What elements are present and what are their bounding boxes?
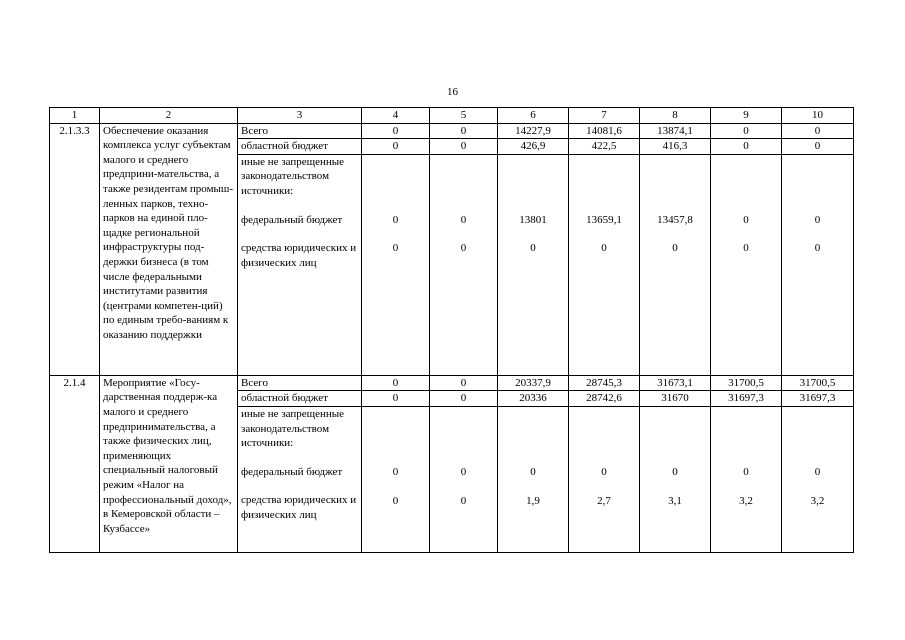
header-cell: 3 <box>238 108 362 124</box>
value-cell: 426,9 <box>498 139 569 155</box>
page-number: 16 <box>447 86 458 98</box>
header-cell: 6 <box>498 108 569 124</box>
value-cell: 0 0 <box>362 154 430 375</box>
federal-label: федеральный бюджет <box>241 465 343 478</box>
value-cell: 14081,6 <box>569 123 640 139</box>
value-cell: 0 <box>782 139 854 155</box>
value-cell: 0 1,9 <box>498 406 569 552</box>
value-cell: 0 3,1 <box>640 406 711 552</box>
value-cell: 28742,6 <box>569 391 640 407</box>
legal-label: средства юридических и физических лиц <box>241 242 357 269</box>
header-cell: 4 <box>362 108 430 124</box>
other-sources-label: иные не запрещенные законодательством источники: <box>241 407 345 450</box>
value-cell: 0 <box>711 139 782 155</box>
budget-table <box>49 107 854 553</box>
value-cell: 31700,5 <box>711 375 782 391</box>
value-cell: 13659,1 0 <box>569 154 640 375</box>
value-cell: 28745,3 <box>569 375 640 391</box>
header-cell: 10 <box>782 108 854 124</box>
value-cell: 0 <box>430 139 498 155</box>
header-cell: 5 <box>430 108 498 124</box>
federal-label: федеральный бюджет <box>241 213 343 226</box>
value-cell: 422,5 <box>569 139 640 155</box>
value-cell: 0 0 <box>782 154 854 375</box>
header-cell: 9 <box>711 108 782 124</box>
legal-label: средства юридических и физических лиц <box>241 494 357 521</box>
value-cell: 31670 <box>640 391 711 407</box>
other-sources-cell <box>238 154 362 375</box>
value-cell: 416,3 <box>640 139 711 155</box>
value-cell: 0 3,2 <box>782 406 854 552</box>
item-code: 2.1.4 <box>50 375 100 552</box>
value-cell: 20336 <box>498 391 569 407</box>
value-cell: 31697,3 <box>711 391 782 407</box>
value-cell: 31697,3 <box>782 391 854 407</box>
value-cell: 0 <box>362 139 430 155</box>
source-label: областной бюджет <box>238 139 362 155</box>
item-name: Мероприятие «Госу-дарственная поддерж-ка малого и среднего предпринимательства, а также физических лиц, применяющих специальный налоговый режим «Налог на профессиональный доход», в Кемеровской области – Кузбассе» <box>100 375 238 552</box>
section-2-1-3-3 <box>50 123 854 375</box>
header-cell: 8 <box>640 108 711 124</box>
header-cell: 7 <box>569 108 640 124</box>
value-cell: 0 <box>430 391 498 407</box>
item-name: Обеспечение оказания комплекса услуг субъектам малого и среднего предприни-мательства, а также резидентам промыш-ленных парков, техно-парков на единой пло-щадке региональной инфраструктуры под-держки бизнеса (в том числе федеральными институтами развития (центрами компетен-ций) по единым требо-ваниям к оказанию поддержки <box>100 123 238 375</box>
source-label: областной бюджет <box>238 391 362 407</box>
value-cell: 0 <box>430 123 498 139</box>
other-sources-label: иные не запрещенные законодательством источники: <box>241 155 345 197</box>
source-label: Всего <box>238 123 362 139</box>
value-cell: 0 <box>362 123 430 139</box>
header-cell: 1 <box>50 108 100 124</box>
value-cell: 0 0 <box>711 154 782 375</box>
section-2-1-4 <box>50 375 854 552</box>
value-cell: 0 <box>362 391 430 407</box>
value-cell: 14227,9 <box>498 123 569 139</box>
value-cell: 0 <box>782 123 854 139</box>
row-total <box>50 375 854 391</box>
value-cell: 0 <box>362 375 430 391</box>
value-cell: 31700,5 <box>782 375 854 391</box>
value-cell: 0 0 <box>430 154 498 375</box>
source-label: Всего <box>238 375 362 391</box>
value-cell: 0 3,2 <box>711 406 782 552</box>
value-cell: 0 0 <box>362 406 430 552</box>
row-total <box>50 123 854 139</box>
header-row <box>50 108 854 124</box>
header-cell: 2 <box>100 108 238 124</box>
value-cell: 13874,1 <box>640 123 711 139</box>
other-sources-cell <box>238 406 362 552</box>
value-cell: 0 <box>711 123 782 139</box>
value-cell: 31673,1 <box>640 375 711 391</box>
value-cell: 13457,8 0 <box>640 154 711 375</box>
value-cell: 0 <box>430 375 498 391</box>
item-code: 2.1.3.3 <box>50 123 100 375</box>
value-cell: 0 0 <box>430 406 498 552</box>
value-cell: 20337,9 <box>498 375 569 391</box>
value-cell: 0 2,7 <box>569 406 640 552</box>
value-cell: 13801 0 <box>498 154 569 375</box>
